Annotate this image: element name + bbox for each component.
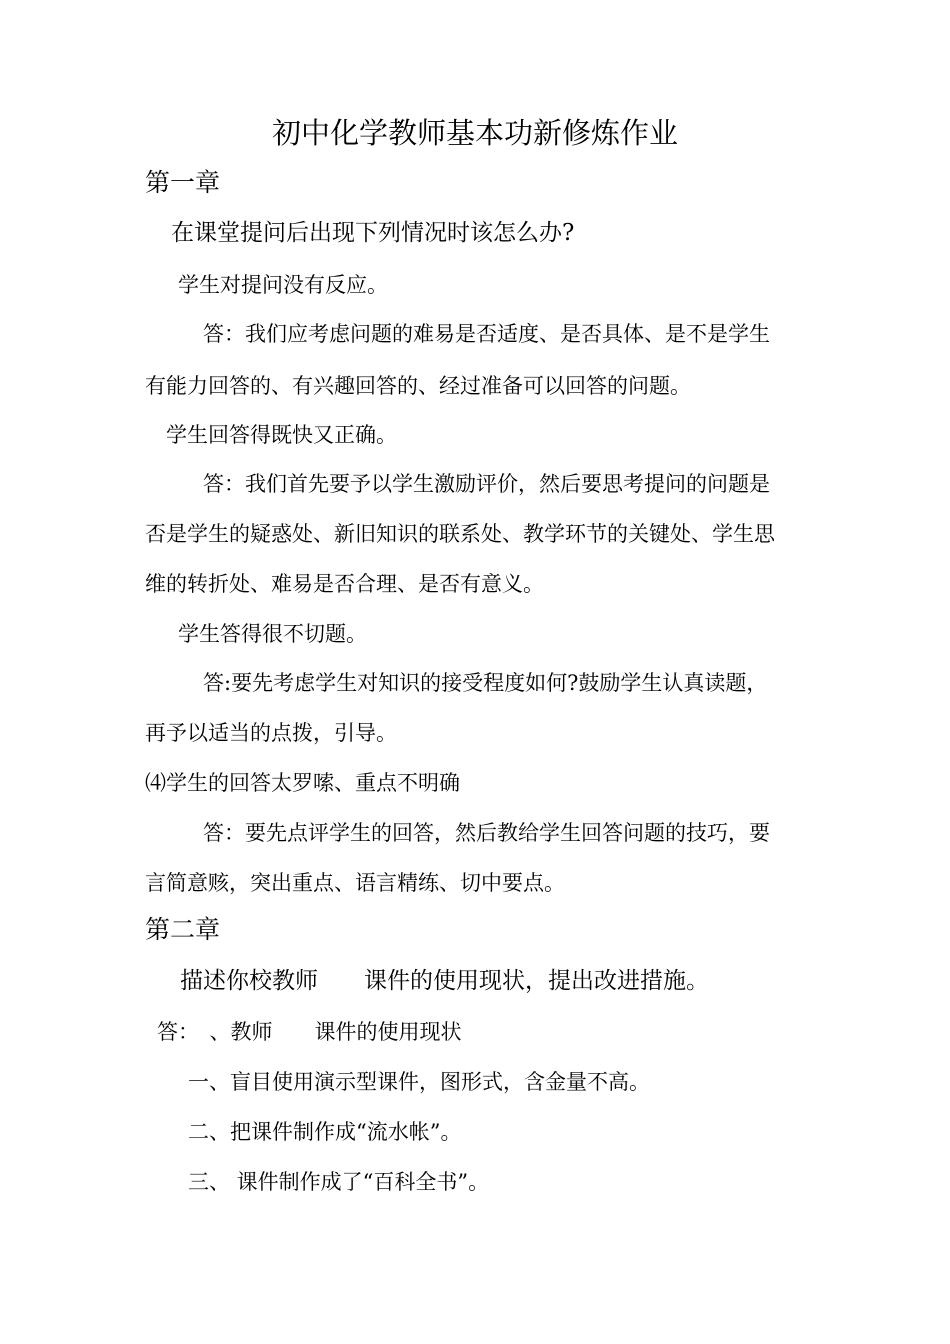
chapter-2-item-3: 三、 课件制作成了“百科全书”。 bbox=[188, 1170, 490, 1194]
answer-2-line-2: 否是学生的疑惑处、新旧知识的联系处、教学环节的关键处、学生思 bbox=[145, 522, 775, 546]
chapter-2-item-1: 一、盲目使用演示型课件，图形式，含金量不高。 bbox=[188, 1070, 650, 1094]
case-1-text: 学生对提问没有反应。 bbox=[178, 273, 388, 297]
chapter-2-question: 描述你校教师 课件的使用现状，提出改进措施。 bbox=[180, 968, 709, 994]
case-3-text: 学生答得很不切题。 bbox=[178, 622, 367, 646]
answer-3-line-2: 再予以适当的点拨，引导。 bbox=[145, 721, 397, 745]
chapter-2-item-2: 二、把课件制作成“流水帐”。 bbox=[188, 1120, 462, 1144]
chapter-2-answer-intro: 答： 、教师 课件的使用现状 bbox=[157, 1020, 462, 1044]
case-2-text: 学生回答得既快又正确。 bbox=[166, 423, 397, 447]
chapter-1-heading: 第一章 bbox=[145, 168, 221, 197]
answer-2-line-3: 维的转折处、难易是否合理、是否有意义。 bbox=[145, 572, 544, 596]
answer-4-line-1: 答：要先点评学生的回答，然后教给学生回答问题的技巧，要 bbox=[203, 821, 770, 845]
answer-1-line-1: 答：我们应考虑问题的难易是否适度、是否具体、是不是学生 bbox=[203, 322, 770, 346]
chapter-1-question: 在课堂提问后出现下列情况时该怎么办? bbox=[171, 220, 575, 246]
answer-1-line-2: 有能力回答的、有兴趣回答的、经过准备可以回答的问题。 bbox=[145, 374, 691, 398]
case-4-text: ⑷学生的回答太罗嗦、重点不明确 bbox=[145, 771, 460, 795]
answer-3-line-1: 答:要先考虑学生对知识的接受程度如何?鼓励学生认真读题， bbox=[203, 671, 768, 695]
chapter-2-heading: 第二章 bbox=[145, 915, 221, 944]
answer-2-line-1: 答：我们首先要予以学生激励评价，然后要思考提问的问题是 bbox=[203, 472, 770, 496]
answer-4-line-2: 言简意赅，突出重点、语言精练、切中要点。 bbox=[145, 871, 565, 895]
page-title: 初中化学教师基本功新修炼作业 bbox=[271, 116, 678, 150]
